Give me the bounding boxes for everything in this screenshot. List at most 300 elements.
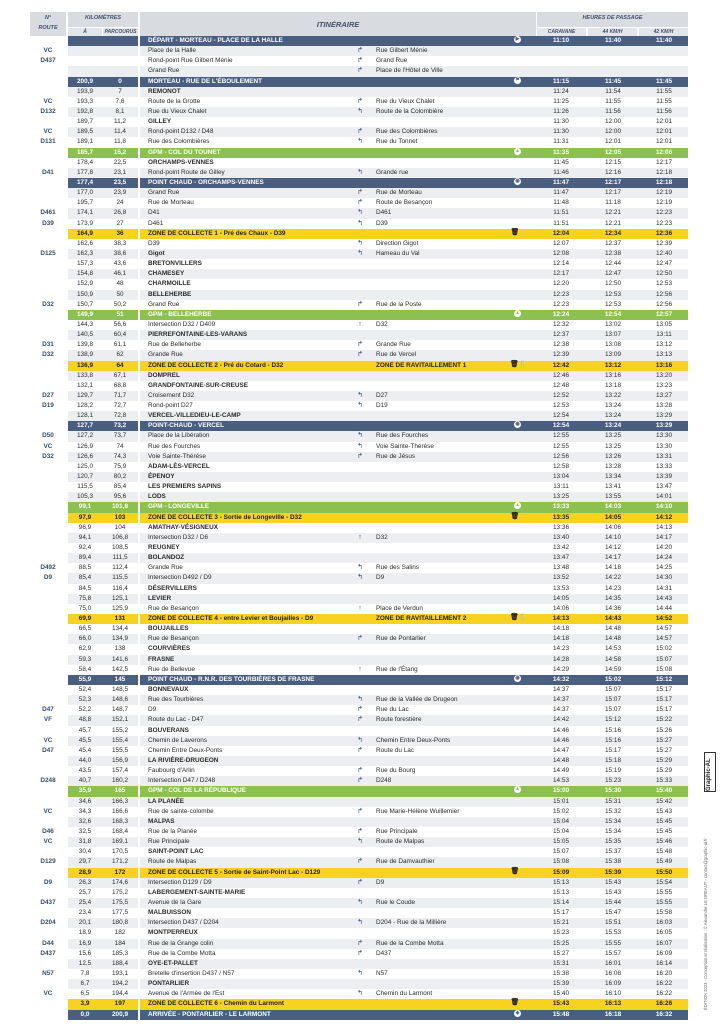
itinerary-cell: LA PLANÉE <box>148 797 184 805</box>
time-44-cell: 16:08 <box>605 969 621 977</box>
km-done-cell: 11,4 <box>114 128 126 136</box>
time-42-cell: 11:40 <box>656 37 672 44</box>
km-remaining-cell: 92,4 <box>78 544 92 552</box>
itinerary-cell: DOMPREL <box>148 371 180 379</box>
direction-arrow-icon: ↰ <box>357 107 363 115</box>
time-44-cell: 15:02 <box>604 675 622 683</box>
direction-arrow-icon: ↰ <box>357 391 363 399</box>
caravan-time-cell: 11:15 <box>553 77 569 85</box>
caravan-time-cell: 14:13 <box>552 615 570 623</box>
km-remaining-cell: 97,9 <box>78 513 92 521</box>
direction-arrow-icon: ↱ <box>357 128 363 136</box>
caravan-time-cell: 11:47 <box>553 178 569 186</box>
km-done-cell: 72,7 <box>113 402 127 410</box>
caravan-time-cell: 11:26 <box>553 107 569 115</box>
itinerary-cell: BOUJAILLES <box>148 625 189 633</box>
km-done-cell: 15,2 <box>113 148 127 156</box>
credit-text: ÉDITION 2023 - Conception et réalisation : © Alexandre LE DREAUT - contact@graphic-al.fr <box>703 838 708 1010</box>
time-44-cell: 14:18 <box>605 564 621 572</box>
caravan-time-cell: 15:04 <box>553 827 569 835</box>
table-row <box>30 269 688 279</box>
row-background <box>140 604 536 614</box>
bin-icon: 🗑 <box>510 999 520 1007</box>
table-row <box>30 797 688 807</box>
table-row <box>30 300 688 310</box>
caravan-time-cell: 14:37 <box>553 686 569 693</box>
caravan-time-cell: 13:11 <box>553 483 569 491</box>
km-remaining-cell: 127,7 <box>77 422 93 430</box>
itinerary-cell: GILLEY <box>148 118 172 126</box>
caravan-time-cell: 12:08 <box>553 249 569 257</box>
direction-arrow-icon: ↱ <box>357 97 363 105</box>
direction-arrow-icon: ↱ <box>357 716 363 724</box>
direction-cell: Rue de Vercel <box>376 351 417 359</box>
km-remaining-cell: 31,8 <box>78 838 92 846</box>
row-background <box>140 837 536 847</box>
km-done-cell: 111,5 <box>112 554 128 562</box>
logo-text: Graphic-AL <box>706 758 712 791</box>
table-row <box>30 340 688 350</box>
itinerary-cell: Route du Lac - D47 <box>148 716 204 724</box>
time-42-cell: 15:27 <box>656 736 672 744</box>
time-42-cell: 15:50 <box>655 868 673 876</box>
table-row <box>30 837 688 847</box>
time-42-cell: 13:16 <box>655 361 673 369</box>
table-row <box>30 259 688 269</box>
caravan-time-cell: 13:04 <box>553 473 569 481</box>
itinerary-cell: Place de la Libération <box>148 432 210 440</box>
km-remaining-cell: 178,4 <box>77 158 93 166</box>
table-row <box>30 949 688 959</box>
km-done-cell: 200,9 <box>112 1010 128 1018</box>
row-background <box>140 300 536 310</box>
time-42-cell: 12:50 <box>656 270 672 278</box>
time-44-cell: 15:47 <box>605 909 621 917</box>
time-44-cell: 13:24 <box>605 412 621 420</box>
km-done-cell: 26,8 <box>113 209 127 217</box>
table-body <box>30 36 688 1020</box>
itinerary-cell: Rue de la Planée <box>148 827 198 835</box>
itinerary-cell: BRETONVILLERS <box>148 260 202 268</box>
itinerary-cell: Bretelle d'insertion D437 / N57 <box>148 969 235 977</box>
km-done-cell: 155,5 <box>112 746 128 754</box>
table-row <box>30 979 688 989</box>
caravan-time-cell: 15:08 <box>553 858 569 866</box>
row-background <box>140 624 536 634</box>
direction-arrow-icon: ↱ <box>357 47 363 55</box>
time-42-cell: 13:33 <box>656 462 672 470</box>
itinerary-cell: D39 <box>148 239 160 247</box>
km-remaining-cell: 26,3 <box>78 878 92 886</box>
row-background <box>140 584 536 594</box>
caravan-time-cell: 11:31 <box>553 138 569 146</box>
km-done-cell: 116,4 <box>112 584 128 592</box>
direction-arrow-icon: ↱ <box>357 351 363 359</box>
direction-cell: Place de Verdun <box>376 604 423 612</box>
caravan-time-cell: 15:43 <box>552 1000 570 1008</box>
route-cell: D248 <box>40 777 56 785</box>
collection-zone-row <box>30 999 688 1009</box>
direction-cell: Direction Gigot <box>376 239 419 247</box>
km-remaining-cell: 192,8 <box>77 107 93 115</box>
time-42-cell: 14:20 <box>656 544 672 552</box>
route-cell: D32 <box>42 351 54 359</box>
km-remaining-cell: 127,2 <box>77 432 93 440</box>
itinerary-cell: VERCEL-VILLEDIEU-LE-CAMP <box>148 412 241 420</box>
time-44-cell: 15:43 <box>605 878 621 886</box>
table-row <box>30 168 688 178</box>
time-42-cell: 15:55 <box>656 898 672 906</box>
km-header <box>68 12 138 27</box>
table-row <box>30 766 688 776</box>
time-42-cell: 15:46 <box>656 838 672 846</box>
mountain-icon: ▲ <box>515 502 520 509</box>
km-done-cell: 125,9 <box>112 604 128 612</box>
time-44-cell: 12:53 <box>605 290 621 298</box>
time-44-cell: 15:19 <box>605 767 621 775</box>
row-background <box>140 817 536 827</box>
km-done-cell: 74 <box>116 442 124 450</box>
time-44-cell: 14:48 <box>605 635 621 643</box>
table-row <box>30 695 688 705</box>
time-42-cell: 12:19 <box>656 189 672 197</box>
table-row <box>30 888 688 898</box>
km-done-cell: 148,6 <box>112 696 128 704</box>
table-row <box>30 726 688 736</box>
time-44-cell: 14:59 <box>605 665 621 673</box>
route-cell: VC <box>43 97 53 105</box>
route-cell: D132 <box>40 107 56 115</box>
time-44-cell: 12:21 <box>605 209 621 217</box>
km-remaining-cell: 150,7 <box>77 300 93 308</box>
table-row <box>30 908 688 918</box>
caravan-time-cell: 14:05 <box>553 594 569 602</box>
time-42-cell: 12:23 <box>656 219 672 227</box>
direction-arrow-icon: ↰ <box>357 969 363 977</box>
caravan-time-cell: 14:37 <box>553 696 569 704</box>
itinerary-cell: ZONE DE COLLECTE 2 - Pré du Cotard - D32 <box>148 361 284 369</box>
itinerary-cell: Croisement D32 <box>148 391 195 399</box>
caravan-time-cell: 14:49 <box>553 767 569 775</box>
caravan-time-cell: 15:01 <box>553 797 569 805</box>
itinerary-cell: Rond-point Route de Gilley <box>148 168 225 176</box>
itinerary-cell: ZONE DE COLLECTE 6 - Chemin du Larmont <box>148 1000 284 1008</box>
route-cell: D46 <box>42 827 54 835</box>
direction-cell: Rue du Tonnet <box>376 138 418 146</box>
table-row <box>30 878 688 888</box>
direction-arrow-icon: ↱ <box>357 858 363 866</box>
direction-arrow-icon: ↰ <box>357 898 363 906</box>
km-done-cell: 188,4 <box>112 959 128 967</box>
time-44-cell: 15:17 <box>605 746 621 754</box>
km-done-cell: 103 <box>114 513 126 521</box>
itinerary-cell: FRASNE <box>148 655 175 663</box>
climb-row <box>30 310 688 320</box>
itinerary-cell: Rue Principale <box>148 838 190 846</box>
time-42-cell: 16:07 <box>656 939 672 947</box>
time-44-cell: 14:58 <box>605 655 621 663</box>
caravan-time-cell: 15:25 <box>553 939 569 947</box>
table-row <box>30 371 688 381</box>
km-done-cell: 134,9 <box>112 635 128 643</box>
route-cell: D19 <box>42 402 54 410</box>
caravan-time-cell: 12:56 <box>553 452 569 460</box>
km-done-cell: 50 <box>116 290 124 298</box>
itinerary-cell: Intersection D129 / D9 <box>148 878 212 886</box>
caravan-time-cell: 14:47 <box>553 746 569 754</box>
row-background <box>68 56 102 66</box>
itinerary-cell: GPM - COL DU TOUNET <box>148 148 221 156</box>
time-42-cell: 13:05 <box>656 320 672 328</box>
mountain-icon: ▲ <box>515 309 520 316</box>
row-background <box>140 594 536 604</box>
row-background <box>536 46 688 56</box>
itinerary-cell: REMONOT <box>148 87 181 95</box>
time-42-cell: 12:19 <box>656 199 672 207</box>
caravan-time-cell: 13:40 <box>553 533 569 541</box>
time-42-cell: 11:55 <box>656 97 672 105</box>
time-44-cell: 15:30 <box>604 787 622 795</box>
itinerary-header <box>140 12 536 36</box>
km-done-cell: 60,4 <box>113 331 127 339</box>
itinerary-cell: MALBUISSON <box>148 909 191 917</box>
row-background <box>140 634 536 644</box>
route-cell: D437 <box>40 898 56 906</box>
route-cell: VC <box>43 47 53 55</box>
direction-cell: Hameau du Val <box>376 249 420 257</box>
route-cell: D31 <box>42 341 54 349</box>
itinerary-cell: Rue des Fourches <box>148 442 201 450</box>
table-row <box>30 452 688 462</box>
caravan-time-cell: 15:27 <box>553 949 569 957</box>
km-done-cell: 43,6 <box>113 260 127 268</box>
time-42-cell: 16:14 <box>656 959 672 967</box>
km-remaining-cell: 139,8 <box>77 341 93 349</box>
caravan-time-cell: 11:24 <box>553 87 569 95</box>
time-42-cell: 13:23 <box>656 381 672 389</box>
time-44-cell: 15:34 <box>605 827 621 835</box>
row-background <box>102 66 138 76</box>
itinerary-cell: Rue de la Combe Motta <box>148 949 216 957</box>
route-cell: VF <box>43 716 53 724</box>
caravan-time-cell: 12:52 <box>553 391 569 399</box>
time-44-cell: 16:13 <box>604 1000 622 1008</box>
caravan-time-cell: 11:30 <box>553 118 569 126</box>
km-remaining-cell: 115,5 <box>77 483 93 491</box>
time-42-cell: 13:29 <box>655 422 673 430</box>
route-cell: D44 <box>42 939 54 947</box>
time-44-cell: 13:16 <box>605 371 621 379</box>
caravan-time-cell: 12:48 <box>553 381 569 389</box>
table-row <box>30 746 688 756</box>
km-remaining-cell: 55,9 <box>78 675 92 683</box>
caravan-time-cell: 12:32 <box>553 320 569 328</box>
km-done-cell: 172 <box>114 868 126 876</box>
itinerary-cell: BOLANDOZ <box>148 554 185 562</box>
row-background <box>140 66 536 76</box>
itinerary-cell: Grande Rue <box>148 351 183 359</box>
time-44-cell: 11:40 <box>605 37 621 44</box>
time-44-cell: 15:23 <box>605 777 621 785</box>
table-row <box>30 584 688 594</box>
collection-zone-row <box>30 614 688 624</box>
itinerary-cell: ZONE DE COLLECTE 3 - Sortie de Longeville - D32 <box>148 513 302 521</box>
caravan-time-cell: 15:39 <box>553 980 569 988</box>
time-44-cell: 15:53 <box>605 929 621 937</box>
table-row <box>30 239 688 249</box>
route-cell: VC <box>43 128 53 136</box>
caravan-time-cell: 12:23 <box>553 300 569 308</box>
direction-arrow-icon: ↑ <box>358 533 362 541</box>
table-row <box>30 249 688 259</box>
row-background <box>140 269 536 279</box>
row-background <box>140 726 536 736</box>
route-cell: D461 <box>40 209 56 217</box>
direction-cell: Rue Principale <box>376 827 418 835</box>
km-remaining-cell: 200,9 <box>77 77 93 85</box>
itinerary-cell: D9 <box>148 706 157 714</box>
itinerary-cell: Rue du Vieux Chalet <box>148 107 207 115</box>
time-42-cell: 12:47 <box>656 260 672 268</box>
hours-header <box>537 12 688 27</box>
time-44-cell: 12:47 <box>605 270 621 278</box>
time-42-cell: 14:24 <box>656 554 672 562</box>
time-42-cell: 14:44 <box>656 604 672 612</box>
caravan-time-cell: 12:38 <box>553 341 569 349</box>
row-background <box>140 979 536 989</box>
km-remaining-cell: 154,8 <box>77 270 93 278</box>
time-42-cell: 15:43 <box>656 807 672 815</box>
time-42-cell: 15:40 <box>655 787 673 795</box>
itinerary-cell: Intersection D492 / D9 <box>148 574 212 582</box>
table-row <box>30 644 688 654</box>
table-row <box>30 827 688 837</box>
route-cell: VC <box>43 736 53 744</box>
row-background <box>536 66 688 76</box>
time-44-cell: 12:01 <box>605 138 621 146</box>
table-row <box>30 928 688 938</box>
table-row <box>30 107 688 117</box>
table-row <box>30 523 688 533</box>
km-done-cell: 194,4 <box>112 990 128 998</box>
time-42-cell: 15:49 <box>656 858 672 866</box>
km-remaining-cell: 7,8 <box>80 969 90 977</box>
km-done-cell: 182 <box>114 929 126 937</box>
time-42-cell: 12:06 <box>655 148 673 156</box>
collection-zone-row <box>30 868 688 878</box>
table-row <box>30 634 688 644</box>
km-done-cell: 155,4 <box>112 736 128 744</box>
time-44-cell: 13:02 <box>605 320 621 328</box>
time-42-cell: 14:52 <box>655 615 673 623</box>
direction-cell: D19 <box>376 402 388 410</box>
km-remaining-cell: 174,1 <box>77 209 93 217</box>
km-done-cell: 23,1 <box>113 168 127 176</box>
km-done-cell: 141,6 <box>112 655 128 663</box>
itinerary-cell: Faubourg d'Arlin <box>148 767 195 775</box>
itinerary-cell: Route de la Grotte <box>148 97 201 105</box>
time-44-cell: 13:26 <box>605 452 621 460</box>
direction-arrow-icon: ↰ <box>357 219 363 227</box>
direction-cell: Chemin du Larmont <box>376 990 433 998</box>
time-44-cell: 12:00 <box>605 118 621 126</box>
checkpoint-row <box>30 1010 688 1020</box>
table-row <box>30 350 688 360</box>
caravan-time-cell: 12:46 <box>553 371 569 379</box>
time-42-cell: 13:30 <box>656 432 672 440</box>
route-cell: D47 <box>42 706 54 714</box>
caravan-time-cell: 13:53 <box>553 584 569 592</box>
km-done-cell: 46,1 <box>113 270 127 278</box>
km-remaining-cell: 125,0 <box>77 462 93 470</box>
collection-zone-row <box>30 361 688 371</box>
itinerary-cell: Rond-point Rue Gilbert Ménie <box>148 57 233 65</box>
itinerary-cell: Voie Sainte-Thérèse <box>148 452 206 460</box>
direction-arrow-icon: ↱ <box>357 189 363 197</box>
time-42-cell: 12:56 <box>656 290 672 298</box>
row-background <box>140 208 536 218</box>
checkpoint-icon: ◉ <box>515 674 520 681</box>
time-44-cell: 13:18 <box>605 381 621 389</box>
direction-cell: Rue de la Vallée de Drugeon <box>376 696 458 704</box>
direction-arrow-icon: ↱ <box>357 57 363 65</box>
time-44-cell: 15:31 <box>605 797 621 805</box>
time-42-cell: 16:20 <box>656 969 672 977</box>
itinerary-cell: Intersection D437 / D204 <box>148 919 219 927</box>
checkpoint-row <box>30 178 688 188</box>
direction-arrow-icon: ↰ <box>357 442 363 450</box>
itinerary-cell: Rue de Besançon <box>148 635 199 643</box>
caravan-time-cell: 13:52 <box>553 574 569 582</box>
time-42-cell: 12:18 <box>656 168 672 176</box>
direction-arrow-icon: ↰ <box>357 919 363 927</box>
caravan-time-cell: 12:54 <box>552 422 570 430</box>
itinerary-cell: GPM - BELLEHERBE <box>148 310 212 318</box>
itinerary-cell: Rue des Colombières <box>148 138 210 146</box>
km-remaining-cell: 66,0 <box>78 635 92 643</box>
km-remaining-cell: 45,4 <box>78 746 92 754</box>
km-remaining-cell: 193,3 <box>77 97 93 105</box>
direction-arrow-icon: ↱ <box>357 777 363 785</box>
caravan-time-cell: 11:30 <box>553 128 569 136</box>
direction-arrow-icon: ↱ <box>357 452 363 460</box>
time-44-cell: 13:08 <box>605 341 621 349</box>
itinerary-cell: Rue de Belleherbe <box>148 341 201 349</box>
caravan-time-cell: 14:53 <box>553 777 569 785</box>
table-row <box>30 969 688 979</box>
time-44-cell: 15:44 <box>605 898 621 906</box>
table-row <box>30 776 688 786</box>
time-44-cell: 15:12 <box>605 716 621 724</box>
row-background <box>140 219 536 229</box>
caravan-time-cell: 11:51 <box>553 209 569 217</box>
checkpoint-icon: ⚑ <box>515 76 520 83</box>
itinerary-cell: POINT CHAUD - R.N.R. DES TOURBIÈRES DE FRASNE <box>148 675 315 683</box>
km-header-label: KILOMÈTRES <box>84 15 122 21</box>
direction-cell: D204 - Rue de la Millière <box>376 919 447 927</box>
table-row <box>30 563 688 573</box>
time-42-cell: 15:22 <box>656 716 672 724</box>
time-44-cell: 14:48 <box>605 625 621 633</box>
km-remaining-cell: 162,3 <box>77 249 93 257</box>
caravan-time-cell: 14:48 <box>553 756 569 764</box>
direction-cell: Rue du Bourg <box>376 767 416 775</box>
direction-arrow-icon: ↑ <box>358 604 362 612</box>
direction-cell: Grande Rue <box>376 341 411 349</box>
caravan-time-cell: 15:07 <box>553 848 569 856</box>
caravan-time-cell: 11:45 <box>553 158 569 166</box>
km-done-cell: 177,5 <box>112 909 128 917</box>
